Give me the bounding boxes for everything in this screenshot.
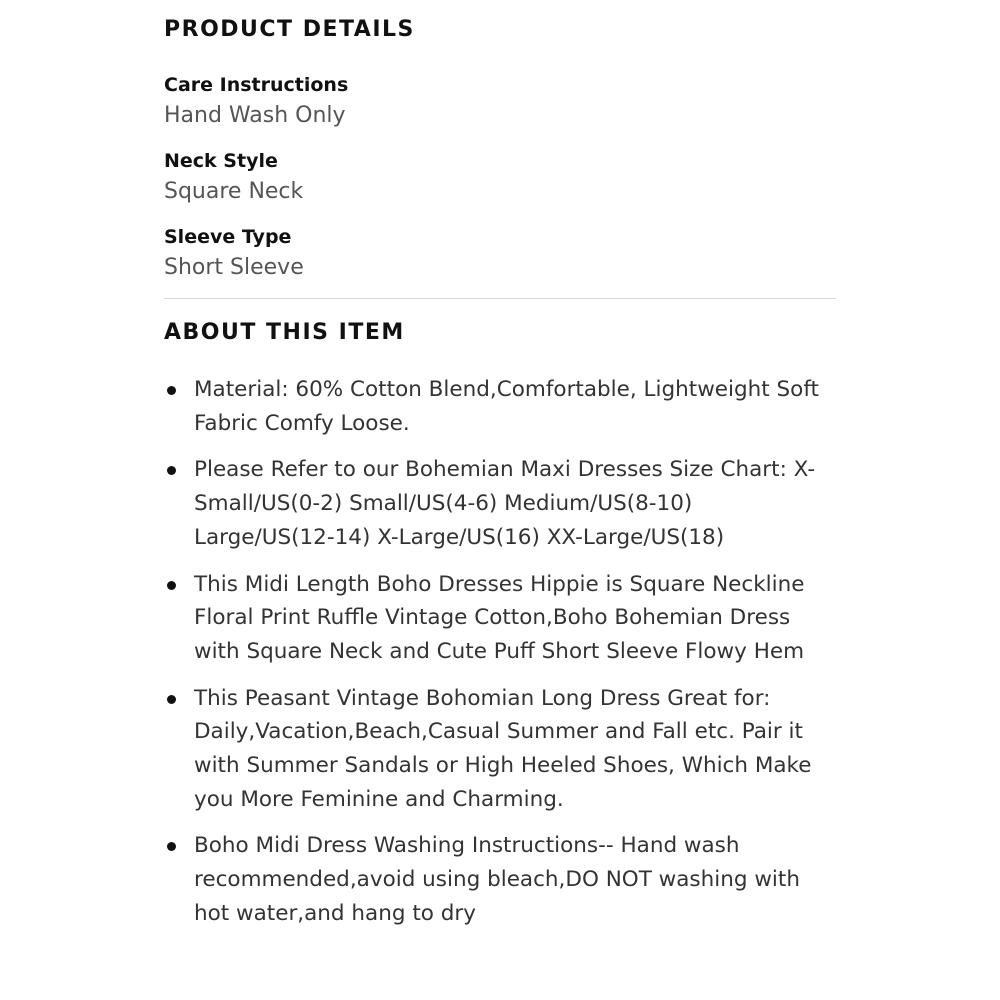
bullet-text: Boho Midi Dress Washing Instructions-- Hand wash recommended,avoid using bleach,DO NOT washing with hot water,and hang to dry [194, 833, 800, 926]
bullet-text: Please Refer to our Bohemian Maxi Dresses Size Chart: X-Small/US(0-2) Small/US(4-6) Medium/US(8-10) Large/US(12-14) X-Large/US(16) XX-Large/US(18) [194, 457, 816, 550]
detail-neck-style [164, 146, 836, 208]
detail-label: Neck Style [164, 150, 278, 172]
detail-care-instructions [164, 70, 836, 132]
bullet-item [164, 453, 836, 554]
section-divider [164, 298, 836, 299]
bullet-text: This Midi Length Boho Dresses Hippie is Square Neckline Floral Print Ruffle Vintage Cotton,Boho Bohemian Dress with Square Neck and Cute Puff Short Sleeve Flowy Hem [194, 571, 805, 664]
bullet-icon [167, 695, 176, 704]
detail-sleeve-type [164, 222, 836, 284]
bullet-text: Material: 60% Cotton Blend,Comfortable, Lightweight Soft Fabric Comfy Loose. [194, 377, 819, 436]
detail-value: Hand Wash Only [164, 103, 346, 128]
bullet-item [164, 829, 836, 930]
detail-value: Short Sleeve [164, 255, 304, 280]
about-bullet-list [164, 373, 836, 931]
detail-value: Square Neck [164, 179, 304, 204]
bullet-item [164, 568, 836, 669]
bullet-item [164, 373, 836, 440]
product-info [164, 14, 836, 944]
bullet-icon [167, 466, 176, 475]
bullet-item [164, 682, 836, 817]
about-item-heading: ABOUT THIS ITEM [164, 320, 405, 345]
detail-label: Sleeve Type [164, 226, 292, 248]
bullet-icon [167, 842, 176, 851]
product-details-heading: PRODUCT DETAILS [164, 17, 415, 42]
bullet-icon [167, 581, 176, 590]
detail-label: Care Instructions [164, 74, 349, 96]
bullet-text: This Peasant Vintage Bohomian Long Dress Great for: Daily,Vacation,Beach,Casual Summer and Fall etc. Pair it with Summer Sandals or High Heeled Shoes, Which Make you More Feminine and Charming. [194, 685, 812, 812]
bullet-icon [167, 386, 176, 395]
